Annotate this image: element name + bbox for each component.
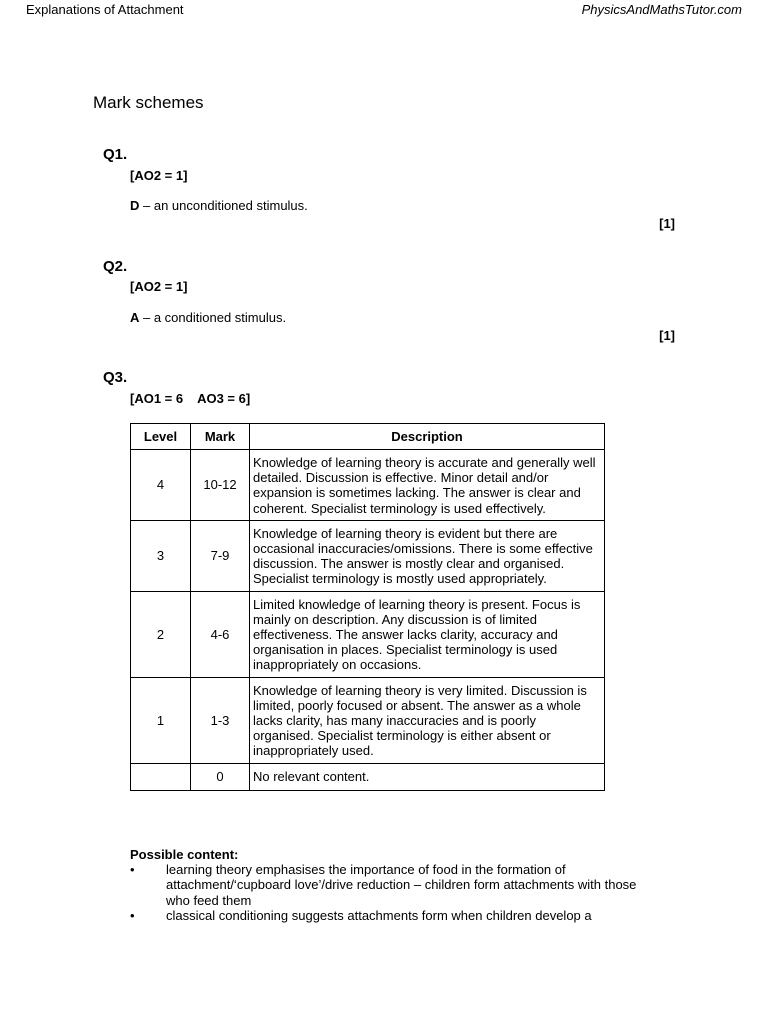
row-description: No relevant content. [250, 763, 605, 790]
list-item-text: learning theory emphasises the importance of food in the formation of attachment/‘cupboard love’/drive reduction – children form attachments with those who feed them [166, 862, 637, 908]
question-2-number: Q2. [103, 258, 128, 275]
question-1-answer-text: – an unconditioned stimulus. [139, 198, 308, 213]
question-2-ao: [AO2 = 1] [130, 279, 188, 294]
row-level: 4 [131, 450, 191, 521]
possible-content-list [130, 862, 650, 923]
row-level: 1 [131, 677, 191, 763]
question-1-number: Q1. [103, 146, 128, 163]
question-1-ao: [AO2 = 1] [130, 168, 188, 183]
header-level: Level [131, 424, 191, 450]
bullet-icon: • [130, 907, 135, 923]
list-item [130, 862, 650, 908]
row-description: Knowledge of learning theory is evident but there are occasional inaccuracies/omissions. There is some effective discussion. The answer is mostly clear and organised. Specialist terminology is mostly used appropriately. [250, 520, 605, 591]
table-row [131, 763, 605, 790]
table-row [131, 520, 605, 591]
row-level: 2 [131, 591, 191, 677]
table-row [131, 677, 605, 763]
row-mark: 7-9 [191, 520, 250, 591]
list-item [130, 908, 650, 923]
question-3-ao: [AO1 = 6 AO3 = 6] [130, 391, 251, 406]
question-2-mark: [1] [659, 328, 675, 343]
row-description: Limited knowledge of learning theory is present. Focus is mainly on description. Any discussion is of limited effectiveness. The answer lacks clarity, accuracy and organisation in places. Specialist terminology is used inappropriately on occasions. [250, 591, 605, 677]
question-1-answer-letter: D [130, 198, 140, 213]
question-3-number: Q3. [103, 369, 128, 386]
header-description: Description [250, 424, 605, 450]
row-level: 3 [131, 520, 191, 591]
question-2-answer-text: – a conditioned stimulus. [139, 310, 287, 325]
question-1-mark: [1] [659, 216, 675, 231]
row-mark: 0 [191, 763, 250, 790]
levels-table [130, 423, 605, 791]
header-left: Explanations of Attachment [26, 2, 184, 17]
row-mark: 10-12 [191, 450, 250, 521]
row-mark: 4-6 [191, 591, 250, 677]
question-1-answer [130, 198, 308, 213]
row-mark: 1-3 [191, 677, 250, 763]
header-right: PhysicsAndMathsTutor.com [581, 2, 742, 17]
possible-content-heading: Possible content: [130, 847, 239, 862]
row-description: Knowledge of learning theory is very limited. Discussion is limited, poorly focused or absent. The answer as a whole lacks clarity, has many inaccuracies and is poorly organised. Specialist terminology is either absent or inappropriately used. [250, 677, 605, 763]
header-mark: Mark [191, 424, 250, 450]
list-item-text: classical conditioning suggests attachments form when children develop a [166, 907, 592, 923]
row-level [131, 763, 191, 790]
row-description: Knowledge of learning theory is accurate and generally well detailed. Discussion is effective. Minor detail and/or expansion is sometimes lacking. The answer is clear and coherent. Specialist terminology is used effectively. [250, 450, 605, 521]
question-2-answer [130, 310, 286, 325]
bullet-icon: • [130, 862, 135, 877]
page-title: Mark schemes [93, 93, 204, 112]
table-header-row [131, 424, 605, 450]
table-row [131, 591, 605, 677]
table-row [131, 450, 605, 521]
question-2-answer-letter: A [130, 310, 140, 325]
